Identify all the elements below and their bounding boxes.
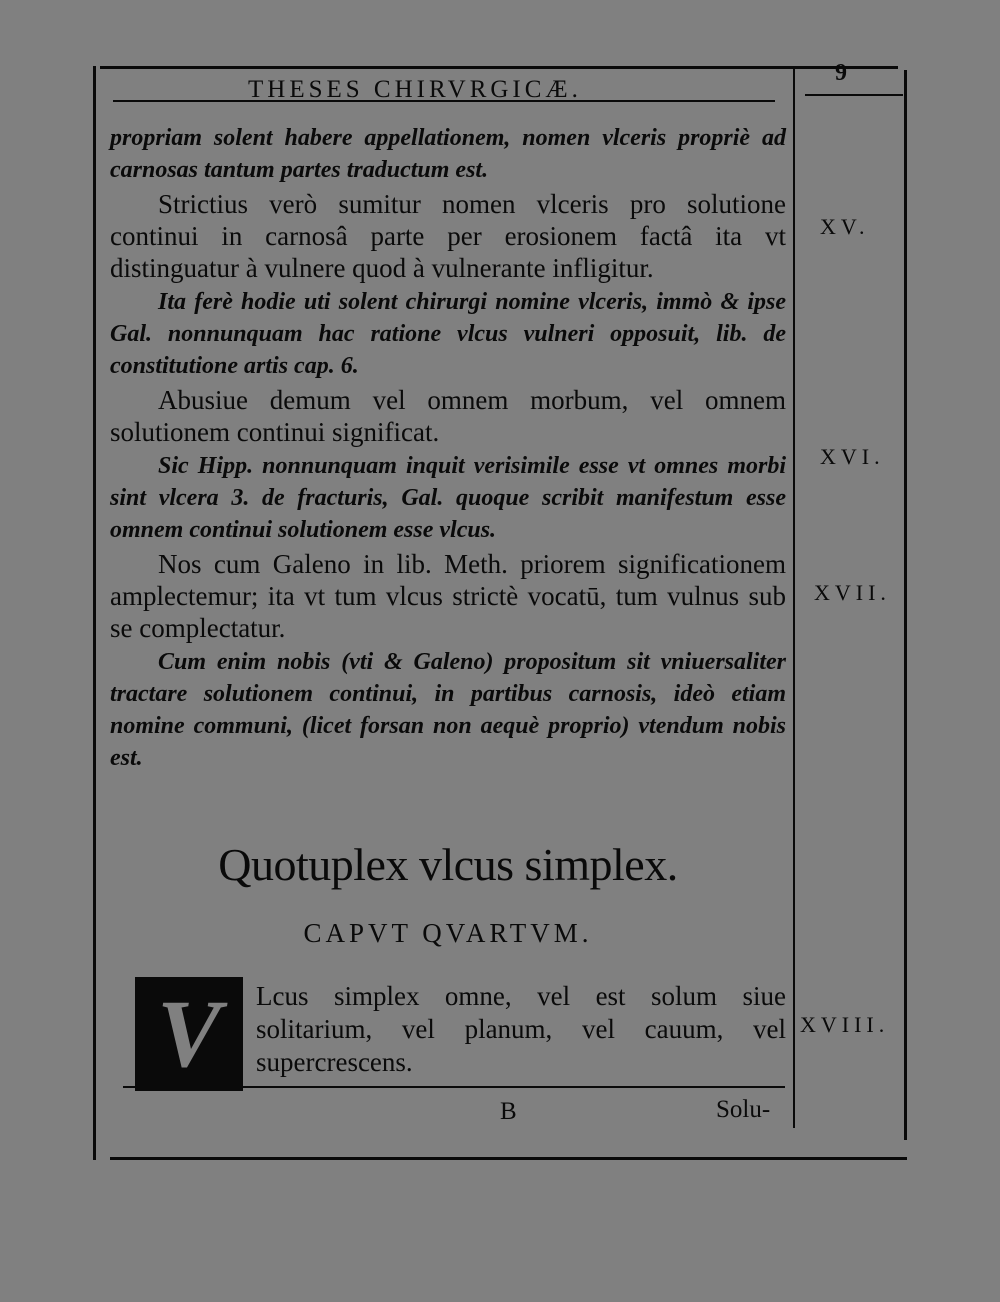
frame-right-rule bbox=[904, 70, 907, 1140]
text-column bbox=[110, 122, 786, 774]
signature-mark: B bbox=[500, 1098, 517, 1125]
margin-numeral-xviii: XVIII. bbox=[800, 1012, 890, 1037]
chapter-opening-paragraph: Lcus simplex omne, vel est solum siue solitarium, vel planum, vel cauum, vel supercrescens. bbox=[256, 981, 786, 1077]
frame-bottom-rule bbox=[110, 1157, 907, 1160]
chapter-subtitle: CAPVT QVARTVM. bbox=[303, 918, 593, 948]
paragraph-4: Abusiue demum vel omnem morbum, vel omnem solutionem continui significat. bbox=[110, 385, 786, 447]
paragraph-italic-3: Ita ferè hodie uti solent chirurgi nomine vlceris, immò & ipse Gal. nonnunquam hac ratione vlcus vulneri opposuit, lib. de constitutione artis cap. 6. bbox=[110, 289, 786, 379]
margin-numeral-xvii: XVII. bbox=[814, 580, 891, 605]
frame-left-rule bbox=[93, 66, 96, 1160]
paragraph-2: Strictius verò sumitur nomen vlceris pro solutione continui in carnosâ parte per erosionem factâ ita vt distinguatur à vulnere quod à vulnerante infligitur. bbox=[110, 189, 786, 283]
paragraph-6: Nos cum Galeno in lib. Meth. priorem significationem amplectemur; ita vt tum vlcus strictè vocatū, tum vulnus sub se complectatur. bbox=[110, 549, 786, 643]
paragraph-italic-1: propriam solent habere appellationem, nomen vlceris propriè ad carnosas tantum partes traductum est. bbox=[110, 125, 786, 183]
frame-top-rule bbox=[100, 66, 898, 69]
margin-numeral-xv: XV. bbox=[820, 214, 870, 239]
chapter-title: Quotuplex vlcus simplex. bbox=[218, 839, 678, 890]
column-divider-rule bbox=[793, 66, 795, 1128]
paragraph-italic-7: Cum enim nobis (vti & Galeno) propositum sit vniuersaliter tractare solutionem continui, in partibus carnosis, ideò etiam nomine communi, (licet forsan non aequè proprio) vtendum nobis est. bbox=[110, 649, 786, 771]
folio-underline bbox=[805, 94, 903, 96]
paragraph-italic-5: Sic Hipp. nonnunquam inquit verisimile esse vt omnes morbi sint vlcera 3. de fracturis, Gal. quoque scribit manifestum esse omnem continui solutionem esse vlcus. bbox=[110, 453, 786, 543]
page-number: 9 bbox=[835, 60, 847, 86]
chapter-opening-text bbox=[256, 980, 786, 1079]
initial-letter: V bbox=[156, 980, 222, 1087]
decorated-initial bbox=[135, 977, 243, 1091]
running-head: THESES CHIRVRGICÆ. bbox=[248, 76, 582, 103]
catchword: Solu- bbox=[716, 1096, 771, 1123]
margin-numeral-xvi: XVI. bbox=[820, 444, 885, 469]
